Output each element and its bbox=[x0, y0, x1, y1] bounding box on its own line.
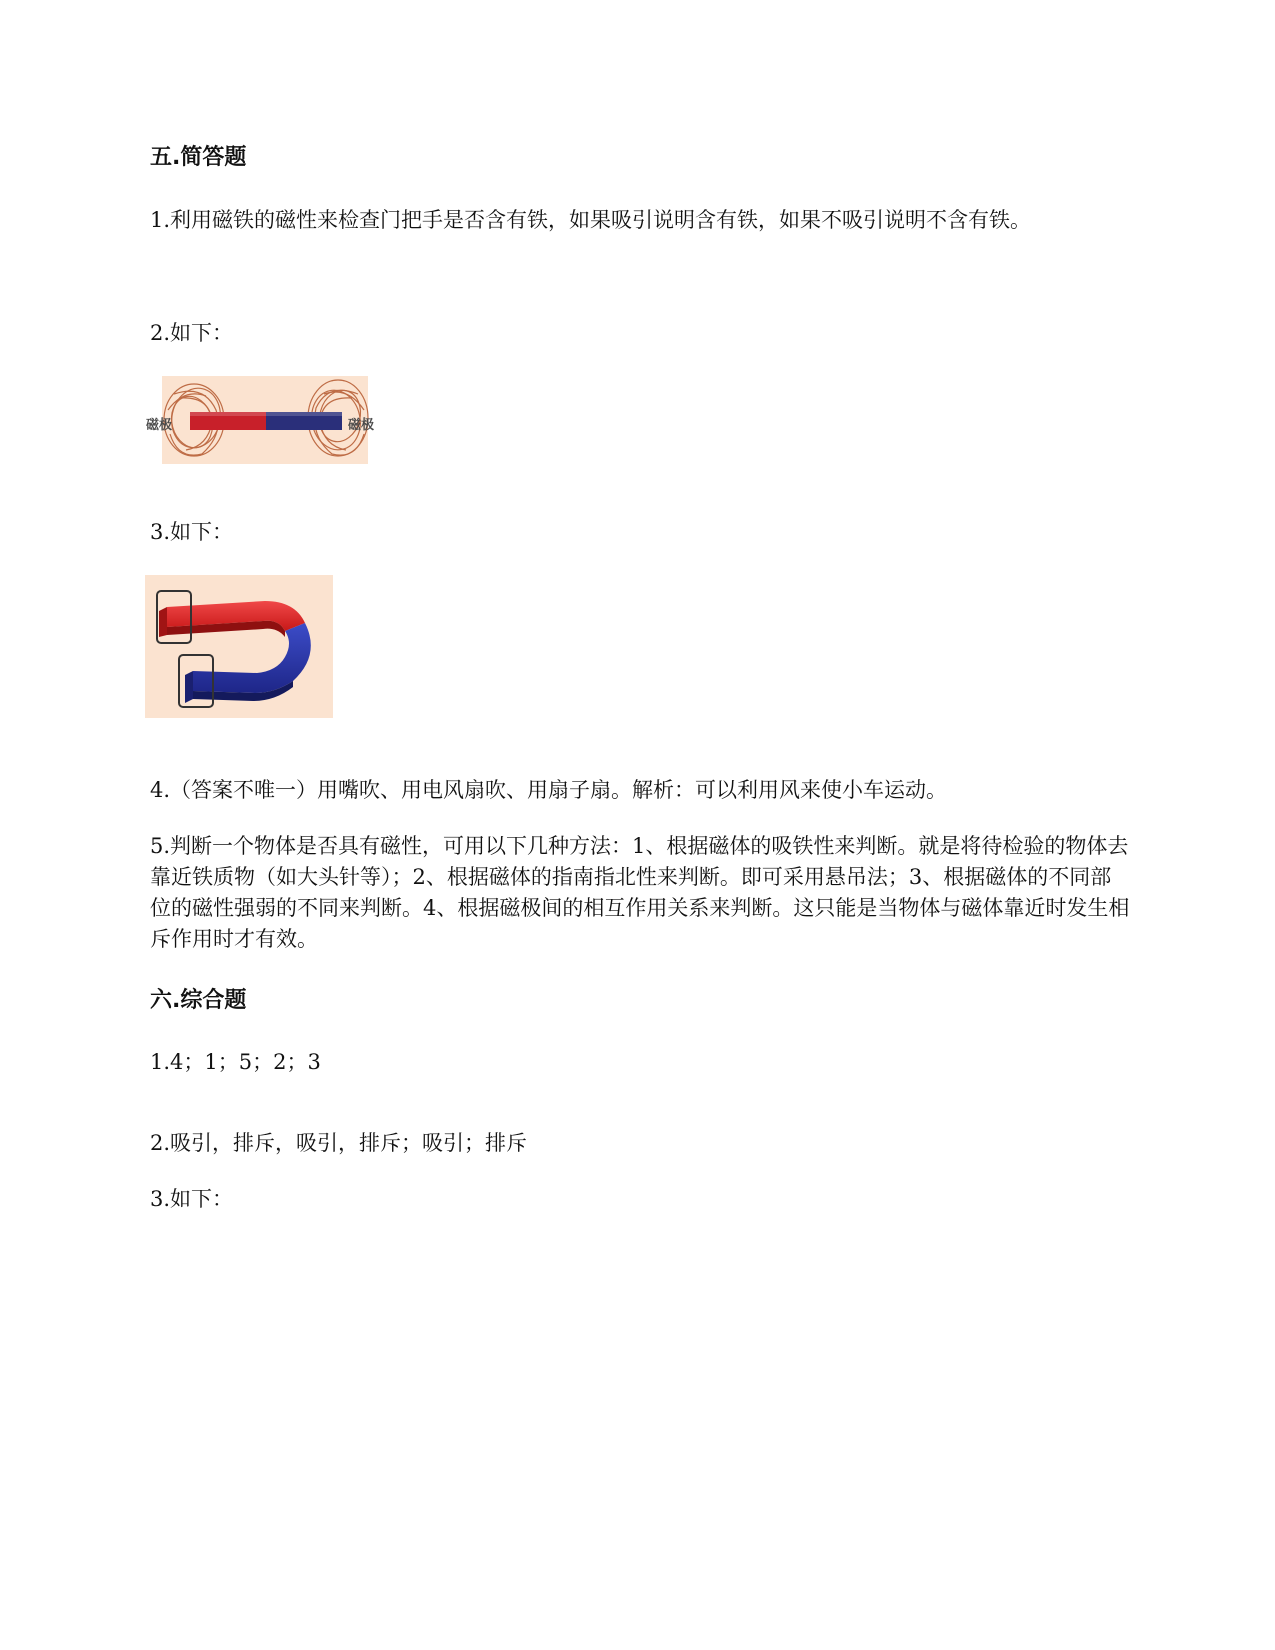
pole-label-right: 磁极 bbox=[348, 418, 374, 433]
answer-2: 2.如下： bbox=[150, 321, 234, 345]
comprehensive-answer-2: 2.吸引，排斥，吸引，排斥；吸引；排斥 bbox=[150, 1131, 528, 1155]
bar-magnet-figure bbox=[144, 374, 374, 466]
comprehensive-answer-1: 1.4；1；5；2；3 bbox=[150, 1050, 321, 1074]
answer-1: 1.利用磁铁的磁性来检查门把手是否含有铁，如果吸引说明含有铁，如果不吸引说明不含有铁。 bbox=[150, 208, 1032, 232]
comprehensive-answer-3: 3.如下： bbox=[150, 1187, 234, 1211]
document-page bbox=[146, 0, 1130, 1650]
pole-label-left: 磁极 bbox=[146, 418, 173, 433]
section-heading-comprehensive: 六.综合题 bbox=[150, 988, 247, 1013]
answer-3: 3.如下： bbox=[150, 520, 234, 544]
answer-5: 5.判断一个物体是否具有磁性，可用以下几种方法：1、根据磁体的吸铁性来判断。就是将待检验的物体去靠近铁质物（如大头针等）；2、根据磁体的指南指北性来判断。即可采用悬吊法；3、根据磁体的不同部位的磁性强弱的不同来判断。4、根据磁极间的相互作用关系来判断。这只能是当物体与磁体靠近时发生相斥作用时才有效。 bbox=[150, 834, 1130, 951]
section-heading-short-answer: 五.简答题 bbox=[150, 145, 247, 170]
answer-4: 4.（答案不唯一）用嘴吹、用电风扇吹、用扇子扇。解析：可以利用风来使小车运动。 bbox=[150, 778, 948, 802]
u-magnet-figure bbox=[145, 575, 333, 718]
